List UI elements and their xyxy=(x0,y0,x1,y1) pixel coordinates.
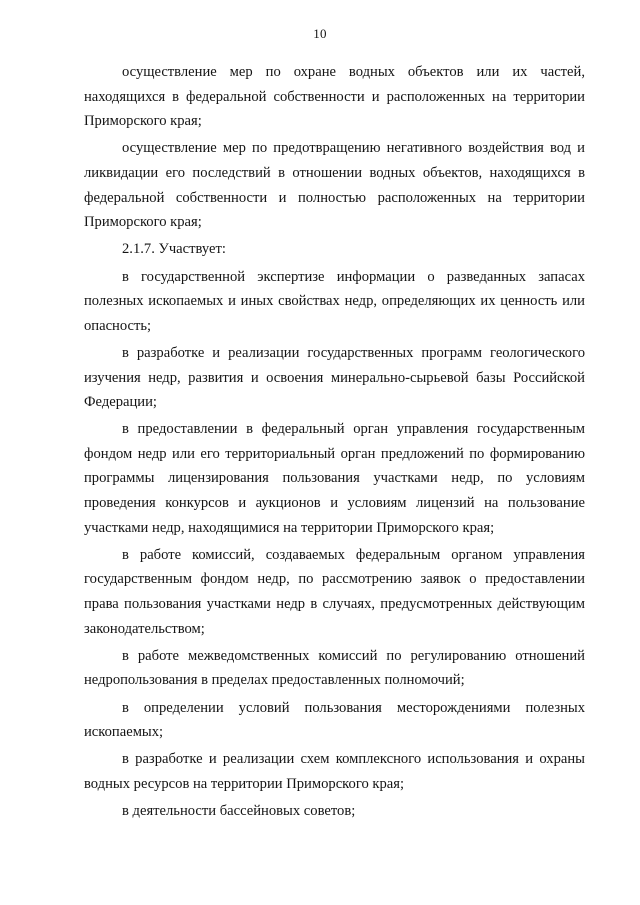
paragraph-deposit-conditions: в определении условий пользования месторождениями полезных ископаемых; xyxy=(84,699,585,741)
paragraph-water-resource-schemes: в разработке и реализации схем комплексного использования и охраны водных ресурсов на территории Приморского края; xyxy=(84,751,585,792)
paragraph-basin-councils: в деятельности бассейновых советов; xyxy=(122,803,356,820)
paragraph-water-protection: осуществление мер по охране водных объектов или их частей, находящихся в федеральной собственности и расположенных на территории Приморского края; xyxy=(84,64,585,130)
section-heading-2-1-7: 2.1.7. Участвует: xyxy=(122,241,226,258)
paragraph-state-expertise: в государственной экспертизе информации о разведанных запасах полезных ископаемых и иных свойствах недр, определяющих их ценность или опасность; xyxy=(84,268,585,334)
paragraph-commission-work: в работе комиссий, создаваемых федеральным органом управления государственным фондом недр, по рассмотрению заявок о предоставлении права пользования участками недр в случаях, предусмотренных действующим законодательством; xyxy=(84,546,585,637)
paragraph-geological-programs: в разработке и реализации государственных программ геологического изучения недр, развития и освоения минерально-сырьевой базы Российской Федерации; xyxy=(84,344,585,411)
paragraph-negative-impact-prevention: осуществление мер по предотвращению негативного воздействия вод и ликвидации его последствий в отношении водных объектов, находящихся в федеральной собственности и полностью расположенных на территории Приморского края; xyxy=(84,140,585,231)
document-body xyxy=(84,60,585,826)
paragraph-licensing-proposals: в предоставлении в федеральный орган управления государственным фондом недр или его территориальный орган предложений по формированию программы лицензирования пользования участками недр, по условиям проведения конкурсов и аукционов и условиям лицензий на пользование участками недр, находящимися на территории Приморского края; xyxy=(84,421,585,536)
paragraph-interagency-commissions: в работе межведомственных комиссий по регулированию отношений недропользования в пределах предоставленных полномочий; xyxy=(84,647,585,689)
page-number: 10 xyxy=(313,26,327,41)
